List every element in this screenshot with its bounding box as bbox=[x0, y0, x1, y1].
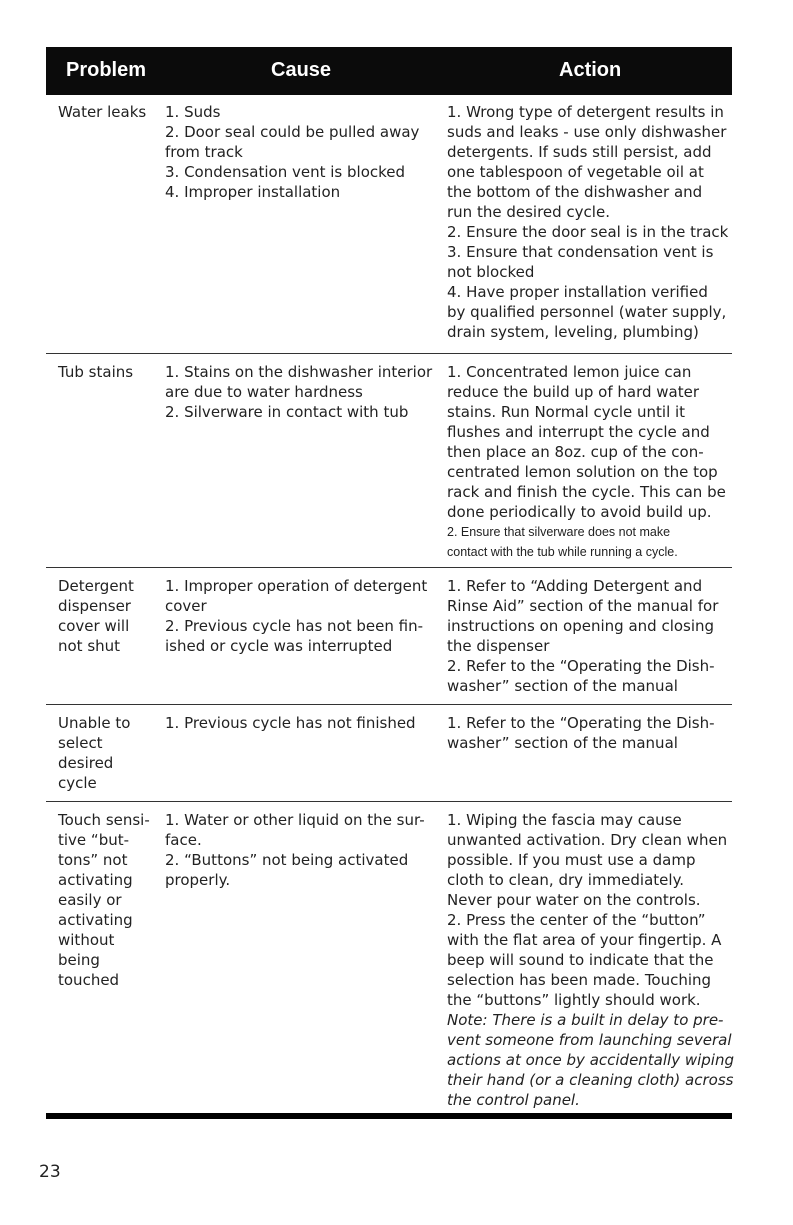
cell-line: Touch sensi- bbox=[58, 811, 150, 829]
cell-line: detergents. If suds still persist, add bbox=[447, 143, 712, 161]
cell-line: instructions on opening and closing bbox=[447, 617, 715, 635]
header-problem: Problem bbox=[66, 59, 147, 81]
cell-line: then place an 8oz. cup of the con- bbox=[447, 443, 704, 461]
cell-line: 4. Have proper installation verified bbox=[447, 283, 708, 301]
problem-cell bbox=[58, 362, 158, 382]
cell-line: cycle bbox=[58, 774, 97, 792]
cell-line: 2. Press the center of the “button” bbox=[447, 911, 706, 929]
cell-line: select bbox=[58, 734, 103, 752]
cell-line: from track bbox=[165, 143, 243, 161]
cell-line: face. bbox=[165, 831, 202, 849]
cell-line: suds and leaks - use only dishwasher bbox=[447, 123, 727, 141]
action-cell bbox=[447, 362, 734, 562]
cell-line: Tub stains bbox=[58, 363, 134, 381]
cell-line: 1. Previous cycle has not finished bbox=[165, 714, 416, 732]
cell-line: 2. “Buttons” not being activated bbox=[165, 851, 409, 869]
cell-line: 2. Door seal could be pulled away bbox=[165, 123, 420, 141]
cell-line: being bbox=[58, 951, 100, 969]
cell-line: 1. Concentrated lemon juice can bbox=[447, 363, 692, 381]
cell-line: selection has been made. Touching bbox=[447, 971, 712, 989]
cell-line: 3. Ensure that condensation vent is bbox=[447, 243, 714, 261]
cell-line: washer” section of the manual bbox=[447, 734, 678, 752]
cell-line: drain system, leveling, plumbing) bbox=[447, 323, 699, 341]
table-header bbox=[46, 47, 732, 95]
problem-cell bbox=[58, 576, 158, 656]
row-divider bbox=[46, 704, 732, 705]
cell-line: 2. Previous cycle has not been fin- bbox=[165, 617, 424, 635]
cell-line: reduce the build up of hard water bbox=[447, 383, 700, 401]
cell-line: Rinse Aid” section of the manual for bbox=[447, 597, 719, 615]
cell-line: 2. Ensure the door seal is in the track bbox=[447, 223, 729, 241]
cell-line: beep will sound to indicate that the bbox=[447, 951, 714, 969]
cell-line: not shut bbox=[58, 637, 121, 655]
cause-cell bbox=[165, 362, 440, 422]
cell-line: Note: There is a built in delay to pre- bbox=[447, 1011, 724, 1029]
cell-line: rack and finish the cycle. This can be bbox=[447, 483, 726, 501]
cell-line: properly. bbox=[165, 871, 231, 889]
header-action: Action bbox=[559, 59, 622, 81]
row-divider bbox=[46, 801, 732, 802]
page-number: 23 bbox=[39, 1162, 61, 1182]
problem-cell bbox=[58, 102, 158, 122]
row-divider bbox=[46, 353, 732, 354]
cause-cell bbox=[165, 576, 440, 656]
cell-line: 1. Refer to the “Operating the Dish- bbox=[447, 714, 715, 732]
cell-line: not blocked bbox=[447, 263, 535, 281]
cell-line: cover bbox=[165, 597, 207, 615]
action-cell bbox=[447, 102, 734, 342]
cell-line: the dispenser bbox=[447, 637, 550, 655]
cell-line: ished or cycle was interrupted bbox=[165, 637, 393, 655]
cell-line: the control panel. bbox=[447, 1091, 580, 1109]
cell-line: washer” section of the manual bbox=[447, 677, 678, 695]
cell-line: 1. Wiping the fascia may cause bbox=[447, 811, 682, 829]
cell-line: contact with the tub while running a cycle. bbox=[447, 545, 678, 559]
cell-line: tons” not bbox=[58, 851, 128, 869]
cell-line: 1. Improper operation of detergent bbox=[165, 577, 428, 595]
cell-line: dispenser bbox=[58, 597, 131, 615]
cell-line: vent someone from launching several bbox=[447, 1031, 732, 1049]
cell-line: activating bbox=[58, 911, 133, 929]
cell-line: stains. Run Normal cycle until it bbox=[447, 403, 686, 421]
cell-line: run the desired cycle. bbox=[447, 203, 610, 221]
cell-line: Never pour water on the controls. bbox=[447, 891, 701, 909]
cell-line: 1. Stains on the dishwasher interior bbox=[165, 363, 433, 381]
cell-line: desired bbox=[58, 754, 114, 772]
problem-cell bbox=[58, 713, 158, 793]
cell-line: are due to water hardness bbox=[165, 383, 363, 401]
action-cell bbox=[447, 810, 734, 1110]
cell-line: actions at once by accidentally wiping bbox=[447, 1051, 735, 1069]
cell-line: by qualified personnel (water supply, bbox=[447, 303, 727, 321]
cell-line: centrated lemon solution on the top bbox=[447, 463, 718, 481]
cell-line: one tablespoon of vegetable oil at bbox=[447, 163, 704, 181]
cell-line: 1. Water or other liquid on the sur- bbox=[165, 811, 425, 829]
problem-cell bbox=[58, 810, 158, 990]
cell-line: 1. Wrong type of detergent results in bbox=[447, 103, 724, 121]
cause-cell bbox=[165, 810, 440, 890]
row-divider bbox=[46, 567, 732, 568]
cell-line: touched bbox=[58, 971, 120, 989]
cell-line: cover will bbox=[58, 617, 130, 635]
cell-line: flushes and interrupt the cycle and bbox=[447, 423, 710, 441]
cell-line: tive “but- bbox=[58, 831, 130, 849]
action-cell bbox=[447, 713, 734, 753]
cell-line: their hand (or a cleaning cloth) across bbox=[447, 1071, 734, 1089]
action-cell bbox=[447, 576, 734, 696]
cell-line: 4. Improper installation bbox=[165, 183, 341, 201]
cause-cell bbox=[165, 713, 440, 733]
cell-line: Unable to bbox=[58, 714, 131, 732]
cell-line: with the flat area of your fingertip. A bbox=[447, 931, 722, 949]
cell-line: 1. Suds bbox=[165, 103, 221, 121]
cell-line: easily or bbox=[58, 891, 122, 909]
cell-line: 1. Refer to “Adding Detergent and bbox=[447, 577, 703, 595]
cell-line: 2. Refer to the “Operating the Dish- bbox=[447, 657, 715, 675]
cell-line: without bbox=[58, 931, 115, 949]
cell-line: 2. Silverware in contact with tub bbox=[165, 403, 409, 421]
cell-line: the “buttons” lightly should work. bbox=[447, 991, 701, 1009]
cell-line: activating bbox=[58, 871, 133, 889]
cell-line: cloth to clean, dry immediately. bbox=[447, 871, 685, 889]
cell-line: 2. Ensure that silverware does not make bbox=[447, 525, 671, 539]
header-cause: Cause bbox=[271, 59, 332, 81]
cell-line: done periodically to avoid build up. bbox=[447, 503, 712, 521]
cell-line: Water leaks bbox=[58, 103, 147, 121]
cell-line: Detergent bbox=[58, 577, 134, 595]
cell-line: possible. If you must use a damp bbox=[447, 851, 696, 869]
cell-line: unwanted activation. Dry clean when bbox=[447, 831, 728, 849]
table-bottom-rule bbox=[46, 1113, 732, 1119]
cause-cell bbox=[165, 102, 440, 202]
cell-line: the bottom of the dishwasher and bbox=[447, 183, 703, 201]
cell-line: 3. Condensation vent is blocked bbox=[165, 163, 406, 181]
